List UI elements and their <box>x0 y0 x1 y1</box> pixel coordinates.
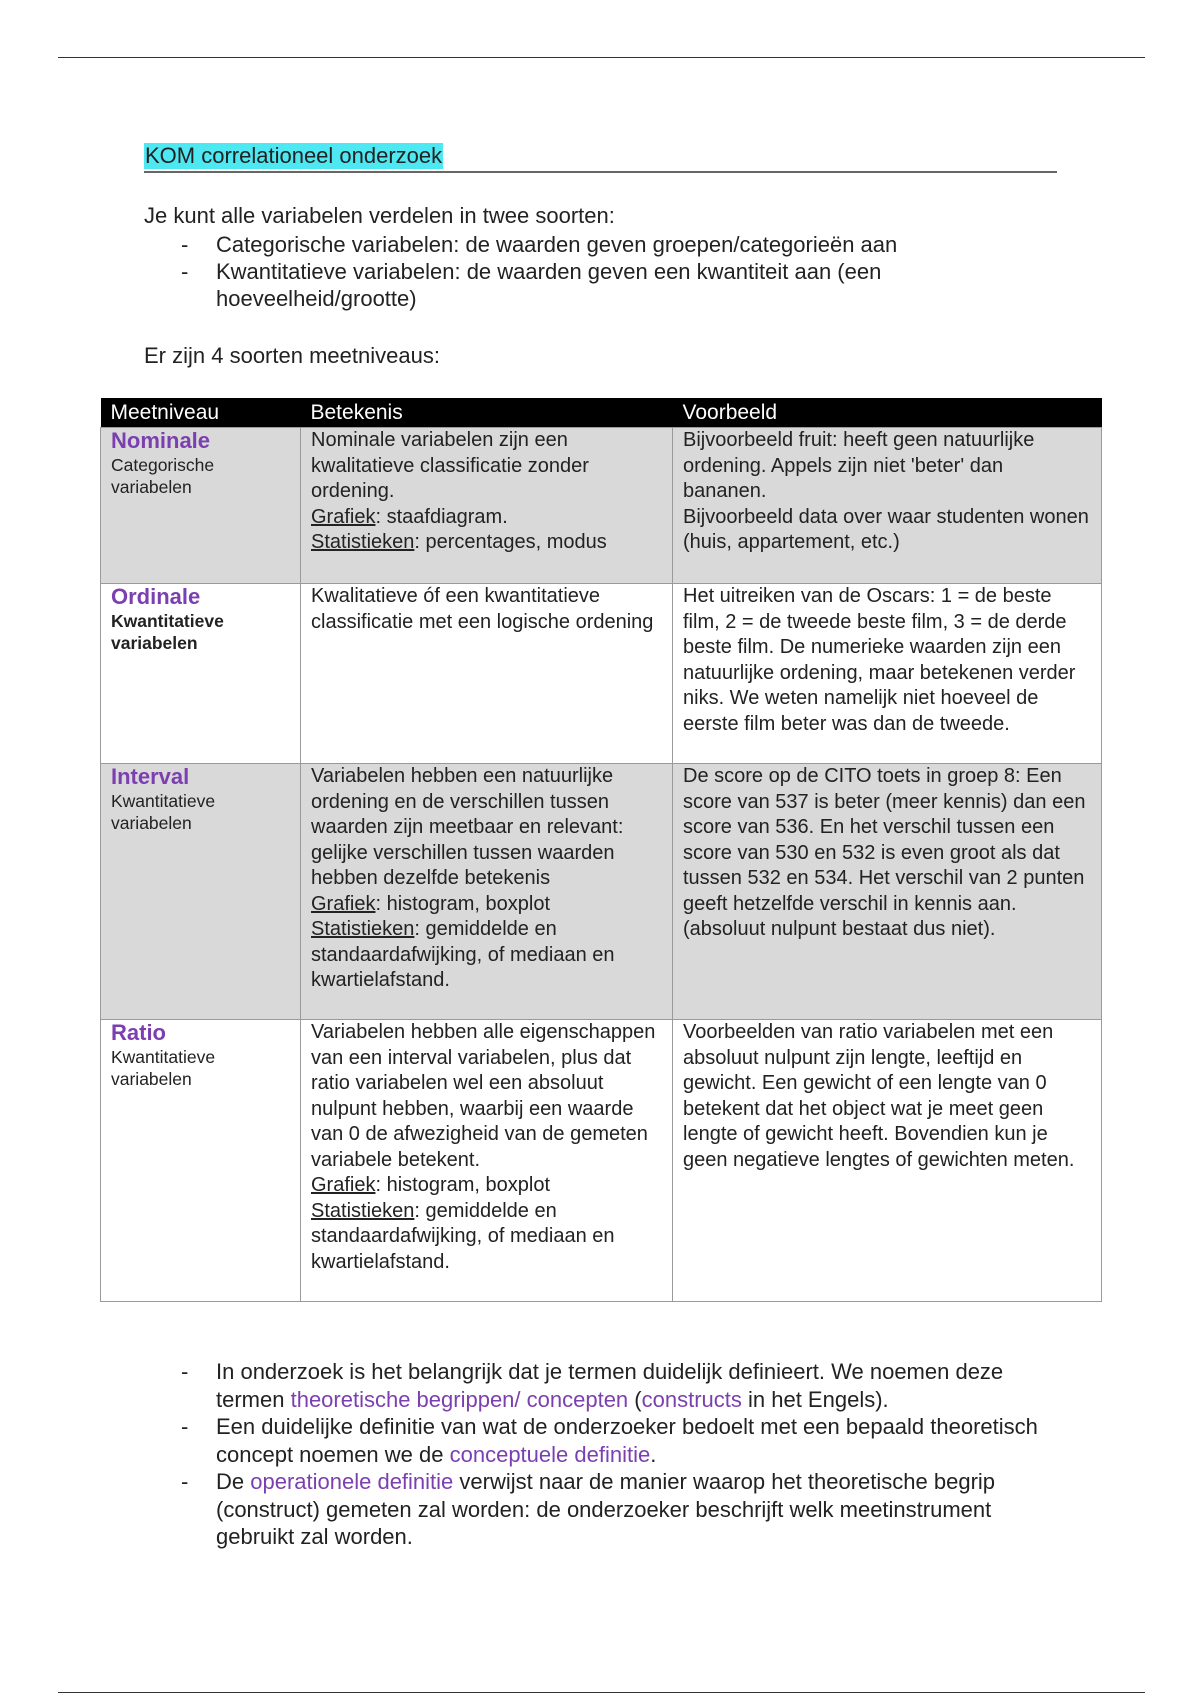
variable-types-list <box>144 231 1044 312</box>
level-kind: Kwantitatieve variabelen <box>111 791 216 833</box>
list-item: - De operationele definitie verwijst naar de manier waarop het theoretische begrip (construct) gemeten zal worden: de onderzoeker beschrijft welk meetinstrument gebruikt zal worden. <box>181 1469 996 1549</box>
measurement-levels-table <box>100 398 1102 1302</box>
list-item: - Kwantitatieve variabelen: de waarden geven een kwantiteit aan (een hoeveelheid/grootte) <box>181 259 882 311</box>
list-item: - In onderzoek is het belangrijk dat je termen duidelijk definieert. We noemen deze termen theoretische begrippen/ concepten (constructs in het Engels). <box>181 1359 1004 1412</box>
level-name: Interval <box>111 764 190 789</box>
meaning-cell: Nominale variabelen zijn een kwalitatieve classificatie zonder ordening. Grafiek: staafdiagram. Statistieken: percentages, modus <box>301 428 673 584</box>
bottom-rule <box>58 1692 1145 1693</box>
level-kind: Kwantitatieve variabelen <box>111 611 224 653</box>
column-header: Betekenis <box>301 398 673 428</box>
term-conceptual-definition: conceptuele definitie <box>449 1441 651 1467</box>
table-header-row <box>101 398 1102 428</box>
intro-text: Je kunt alle variabelen verdelen in twee soorten: <box>144 203 615 228</box>
heading-underline <box>144 143 1057 173</box>
top-rule <box>58 57 1145 58</box>
meaning-cell: Kwalitatieve óf een kwantitatieve classificatie met een logische ordening <box>301 584 673 764</box>
level-cell <box>101 584 301 764</box>
list-item: - Categorische variabelen: de waarden geven groepen/categorieën aan <box>181 232 898 257</box>
example-cell: Bijvoorbeeld fruit: heeft geen natuurlijke ordening. Appels zijn niet 'beter' dan bananen. Bijvoorbeeld data over waar studenten wonen (huis, appartement, etc.) <box>673 428 1102 584</box>
level-kind: Kwantitatieve variabelen <box>111 1047 216 1089</box>
table-row <box>101 1020 1102 1302</box>
example-cell: Het uitreiken van de Oscars: 1 = de beste film, 2 = de tweede beste film, 3 = de derde beste film. De numerieke waarden zijn een natuurlijke ordening, maar betekenen verder niks. We weten namelijk niet hoeveel de eerste film beter was dan de tweede. <box>673 584 1102 764</box>
table-row <box>101 428 1102 584</box>
level-name: Ratio <box>111 1020 166 1045</box>
column-header: Voorbeeld <box>673 398 1102 428</box>
meaning-cell: Variabelen hebben een natuurlijke ordening en de verschillen tussen waarden zijn meetbaar en relevant: gelijke verschillen tussen waarden hebben dezelfde betekenis Grafiek: histogram, boxplot Statistieken: gemiddelde en standaardafwijking, of mediaan en kwartielafstand. <box>301 764 673 1020</box>
level-name: Nominale <box>111 428 211 453</box>
definitions-list <box>144 1358 1044 1551</box>
term-constructs: constructs <box>641 1386 742 1412</box>
level-name: Ordinale <box>111 584 201 609</box>
table-row <box>101 764 1102 1020</box>
page-title: KOM correlationeel onderzoek <box>145 143 443 168</box>
list-item: - Een duidelijke definitie van wat de onderzoeker bedoelt met een bepaald theoretisch concept noemen we de conceptuele definitie. <box>181 1414 1038 1467</box>
term-operational-definition: operationele definitie <box>250 1469 454 1494</box>
level-cell <box>101 428 301 584</box>
table-row <box>101 584 1102 764</box>
level-cell <box>101 1020 301 1302</box>
column-header: Meetniveau <box>101 398 301 428</box>
example-cell: Voorbeelden van ratio variabelen met een absoluut nulpunt zijn lengte, leeftijd en gewicht. Een gewicht of een lengte van 0 betekent dat het object wat je meet geen lengte of gewicht heeft. Bovendien kun je geen negatieve lengtes of gewichten meten. <box>673 1020 1102 1302</box>
levels-intro: Er zijn 4 soorten meetniveaus: <box>144 343 440 368</box>
level-cell <box>101 764 301 1020</box>
example-cell: De score op de CITO toets in groep 8: Een score van 537 is beter (meer kennis) dan een score van 536. En het verschil tussen een score van 530 en 532 is even groot als dat tussen 532 en 534. Het verschil van 2 punten geeft hetzelfde verschil in kennis aan. (absoluut nulpunt bestaat dus niet). <box>673 764 1102 1020</box>
meaning-cell: Variabelen hebben alle eigenschappen van een interval variabelen, plus dat ratio variabelen wel een absoluut nulpunt hebben, waarbij een waarde van 0 de afwezigheid van de gemeten variabele betekent. Grafiek: histogram, boxplot Statistieken: gemiddelde en standaardafwijking, of mediaan en kwartielafstand. <box>301 1020 673 1302</box>
term-theoretical-concepts: theoretische begrippen/ concepten <box>290 1386 629 1412</box>
level-kind: Categorische variabelen <box>111 455 215 497</box>
